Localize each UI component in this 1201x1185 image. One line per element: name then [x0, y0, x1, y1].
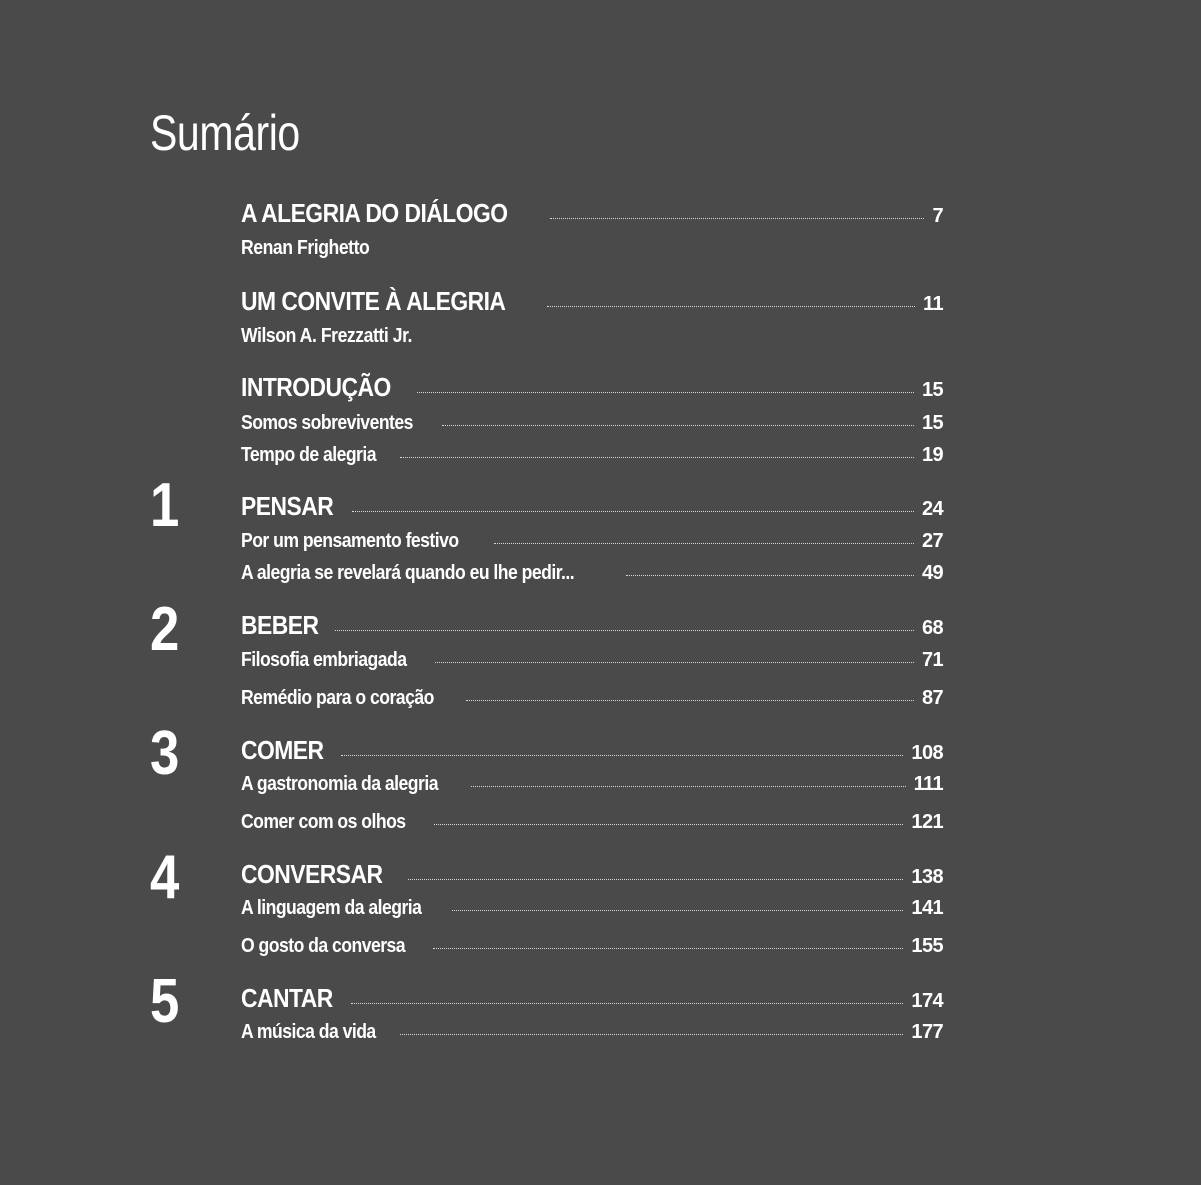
- dot-leader: [435, 662, 914, 663]
- toc-entry-label: A ALEGRIA DO DIÁLOGO: [241, 198, 508, 228]
- toc-subentry: [241, 687, 943, 710]
- dot-leader: [341, 755, 904, 756]
- toc-entry-label: UM CONVITE À ALEGRIA: [241, 286, 506, 316]
- toc-subentry: [241, 1021, 943, 1044]
- toc-subentry-label: Somos sobreviventes: [241, 412, 413, 434]
- dot-leader: [433, 948, 903, 949]
- toc-subentry-label: Tempo de alegria: [241, 444, 377, 466]
- dot-leader: [494, 543, 914, 544]
- toc-subentry-label: Por um pensamento festivo: [241, 530, 459, 552]
- toc-page-number: 15: [921, 379, 943, 401]
- toc-entry-label: INTRODUÇÃO: [241, 372, 391, 402]
- toc-entry: [241, 286, 943, 317]
- toc-page-number: 111: [913, 773, 943, 795]
- toc-subentry-label: A alegria se revelará quando eu lhe pedir...: [241, 562, 575, 584]
- dot-leader: [547, 306, 915, 307]
- toc-subentry-label: O gosto da conversa: [241, 935, 406, 957]
- dot-leader: [550, 218, 925, 219]
- toc-entry-label: CANTAR: [241, 983, 333, 1013]
- toc-page-number: 108: [911, 742, 943, 764]
- toc-page-number: 11: [923, 293, 943, 315]
- toc-subentry-label: Comer com os olhos: [241, 811, 406, 833]
- toc-subentry-label: A música da vida: [241, 1021, 376, 1043]
- toc-page-number: 141: [911, 897, 943, 919]
- chapter-number: 4: [150, 843, 180, 912]
- toc-subentry: [241, 897, 943, 920]
- toc-author: Wilson A. Frezzatti Jr.: [241, 325, 412, 347]
- toc-subentry-label: A gastronomia da alegria: [241, 773, 438, 795]
- chapter-number: 1: [150, 471, 180, 540]
- toc-page-number: 121: [911, 811, 943, 833]
- dot-leader: [335, 630, 914, 631]
- chapter-number: 3: [150, 719, 180, 788]
- toc-subentry: [241, 935, 943, 958]
- dot-leader: [400, 457, 914, 458]
- dot-leader: [626, 575, 914, 576]
- toc-subentry: [241, 444, 943, 467]
- toc-page-number: 138: [911, 866, 943, 888]
- toc-subentry: [241, 530, 943, 553]
- toc-page-number: 27: [921, 530, 943, 552]
- toc-page-number: 155: [911, 935, 943, 957]
- toc-subentry: [241, 773, 943, 796]
- dot-leader: [466, 700, 914, 701]
- toc-subentry-label: Remédio para o coração: [241, 687, 434, 709]
- dot-leader: [452, 910, 903, 911]
- dot-leader: [351, 1003, 903, 1004]
- page-title: Sumário: [150, 105, 300, 161]
- toc-page-number: 49: [921, 562, 943, 584]
- toc-entry: [241, 491, 943, 522]
- dot-leader: [471, 786, 906, 787]
- dot-leader: [434, 824, 903, 825]
- toc-subentry: [241, 562, 943, 585]
- toc-entry: [241, 735, 943, 766]
- toc-entry-label: PENSAR: [241, 491, 334, 521]
- toc-page-number: 174: [911, 990, 943, 1012]
- dot-leader: [417, 392, 914, 393]
- chapter-number: 2: [150, 595, 180, 664]
- dot-leader: [400, 1034, 903, 1035]
- toc-page-number: 24: [921, 498, 943, 520]
- toc-page-number: 71: [921, 649, 943, 671]
- toc-subentry: [241, 412, 943, 435]
- dot-leader: [408, 879, 904, 880]
- toc-entry: [241, 198, 943, 229]
- toc-subentry-label: Filosofia embriagada: [241, 649, 407, 671]
- toc-page-number: 15: [921, 412, 943, 434]
- toc-entry: [241, 610, 943, 641]
- toc-entry-label: CONVERSAR: [241, 859, 383, 889]
- toc-author: Renan Frighetto: [241, 237, 370, 259]
- toc-page-number: 7: [932, 205, 943, 227]
- dot-leader: [352, 511, 914, 512]
- toc-entry: [241, 859, 943, 890]
- toc-entry-label: COMER: [241, 735, 324, 765]
- toc-entry: [241, 372, 943, 403]
- dot-leader: [442, 425, 914, 426]
- toc-entry: [241, 983, 943, 1014]
- toc-page-number: 19: [921, 444, 943, 466]
- toc-subentry-label: A linguagem da alegria: [241, 897, 422, 919]
- chapter-number: 5: [150, 967, 180, 1036]
- toc-entry-label: BEBER: [241, 610, 319, 640]
- toc-page-number: 68: [921, 617, 943, 639]
- toc-page-number: 87: [921, 687, 943, 709]
- toc-page-number: 177: [911, 1021, 943, 1043]
- toc-subentry: [241, 811, 943, 834]
- toc-subentry: [241, 649, 943, 672]
